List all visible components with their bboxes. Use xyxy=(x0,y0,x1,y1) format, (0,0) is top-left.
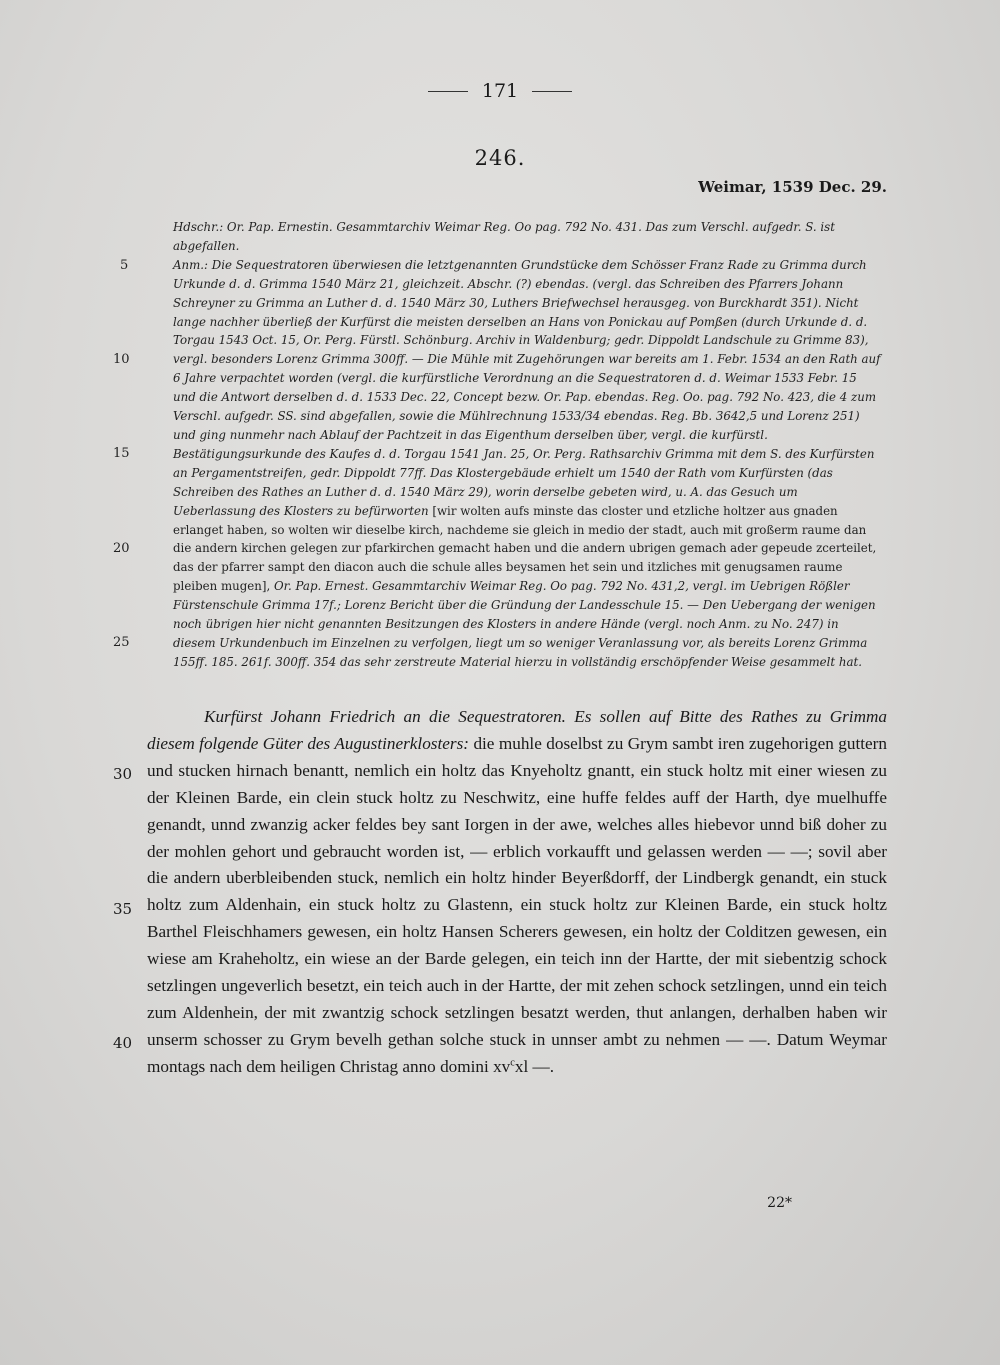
document-body: die muhle doselbst zu Grym sambt iren zugehorigen guttern und stucken hirnach benantt, nemlich ein holtz das Knyeholtz gnantt, ein stuck holtz mit einer wiesen zu der Kleinen Barde, ein clein stuck holtz zu Neschwitz, eine huffe feldes auff der Harth, dye muelhuffe genandt, unnd zwanzig acker feldes bey sant Iorgen in der awe, welches alles hiebevor unnd biß doher zu der mohlen gehort und gebraucht worden ist, — erblich vorkaufft und gelassen werden — —; sovil aber die andern uberbleibenden stuck, nemlich ein holtz hinder Beyerßdorff, der Lindbergk genandt, ein stuck holtz zum Aldenhain, ein stuck holtz zu Glastenn, ein stuck holtz zur Kleinen Barde, ein stuck holtz Barthel Fleischhamers gewesen, ein holtz Hansen Scherers gewesen, ein holtz der Colditzen gewesen, ein wiese am Kraheholtz, ein wiese an der Barde gelegen, ein teich inn der Hartte, der mit siebentzig schock setzlingen ungeverlich besetzt, ein teich auch in der Hartte, der mit zehen schock setzlingen, unnd ein teich zum Aldenhein, der mit zwantzig schock setzlingen besatzt werden, thut anlangen, derhalben haben wir unserm schosser zu Grym bevelh gethan solche stuck in unnser ambt zu nehmen — —. Datum Weymar montags nach dem heiligen Christag anno domini xyxy=(147,733,887,1076)
date-c: c xyxy=(510,1057,515,1069)
regest-intro: Kurfürst Johann Friedrich an die Sequestratoren. Es sollen auf Bitte des Rathes zu Grimma diesem folgende Güter des Augustinerklosters: xyxy=(147,707,887,753)
note-line-number: 20 xyxy=(113,541,130,556)
main-line-number: 40 xyxy=(113,1034,133,1052)
annotation-part-1: Anm.: Die Sequestratoren überwiesen die letztgenannten Grundstücke dem Schösser Franz Rade zu Grimma durch Urkunde d. d. Grimma 1540 März 21, gleichzeit. Abschr. (?) ebendas. (vergl. das Schreiben des Pfarrers Johann Schreyner zu Grimma an Luther d. d. 1540 März 30, Luthers Briefwechsel herausgeg. von Burckhardt 351). Nicht lange nachher überließ der Kurfürst die meisten derselben an Hans von Ponickau auf Pomßen (durch Urkunde d. d. Torgau 1543 Oct. 15, Or. Perg. Fürstl. Schönburg. Archiv in Waldenburg; gedr. Dippoldt Landschule zu Grimme 83), vergl. besonders Lorenz Grimma 300ff. — Die Mühle mit Zugehörungen war bereits am 1. Febr. 1534 an den Rath auf 6 Jahre verpachtet worden (vergl. die kurfürstliche Verordnung an die Sequestratoren d. d. Weimar 1533 Febr. 15 und die Antwort derselben d. d. 1533 Dec. 22, Concept bezw. Or. Pap. ebendas. Reg. Oo. pag. 792 No. 423, die 4 zum Verschl. aufgedr. SS. sind abgefallen, sowie die Mühlrechnung 1533/34 ebendas. Reg. Bb. 3642,5 und Lorenz 251) und ging nunmehr nach Ablauf der Pachtzeit in das Eigenthum derselben über, vergl. die kurfürstl. Bestätigungsurkunde des Kaufes d. d. Torgau 1541 Jan. 25, Or. Perg. Rathsarchiv Grimma mit dem S. des Kurfürsten an Pergamentstreifen, gedr. Dippoldt 77ff. Das Klostergebäude erhielt um 1540 der Rath vom Kurfürsten (das Schreiben des Rathes an Luther d. d. 1540 März 29), worin derselbe gebeten wird, u. A. das Gesuch um Ueberlassung des Klosters zu befürworten xyxy=(173,257,881,518)
annotation-quote: [wir wolten aufs minste das closter und etzliche holtzer aus gnaden erlanget haben, so wolten wir dieselbe kirch, nachdeme sie gleich in medio der stadt, auch mit großerm raume dan die andern kirchen gelegen zur pfarkirchen gemacht haben und die andern ubrigen gemach ader gepeude zcerteilet, das der pfarrer sampt den diacon auch die schule alles beysamen het sein und itzliches mit genugsamen raume pleiben mugen], xyxy=(173,503,877,594)
note-line-number: 5 xyxy=(120,258,129,273)
note-line-number: 25 xyxy=(113,635,130,650)
main-paragraph xyxy=(147,704,887,1081)
date-xv: xv xyxy=(493,1056,511,1076)
date-end: —. xyxy=(528,1056,554,1076)
place-date: Weimar, 1539 Dec. 29. xyxy=(698,178,887,196)
main-line-number: 35 xyxy=(113,900,133,918)
document-number: 246. xyxy=(474,146,526,170)
annotation-note xyxy=(173,256,883,672)
note-line-number: 10 xyxy=(113,352,130,367)
main-line-number: 30 xyxy=(113,765,133,783)
note-line-number: 15 xyxy=(113,446,130,461)
signature-mark: 22* xyxy=(767,1195,792,1211)
header-rule-right xyxy=(532,91,572,92)
page-header xyxy=(0,76,1000,106)
page-number: 171 xyxy=(481,80,519,102)
manuscript-note: Hdschr.: Or. Pap. Ernestin. Gesammtarchiv Weimar Reg. Oo pag. 792 No. 431. Das zum Verschl. aufgedr. S. ist abgefallen. xyxy=(173,220,835,253)
header-rule-left xyxy=(428,91,468,92)
notes-section xyxy=(173,218,883,672)
main-text xyxy=(147,704,887,1081)
date-xl: xl xyxy=(514,1056,529,1076)
annotation-part-2: Or. Pap. Ernest. Gesammtarchiv Weimar Reg. Oo pag. 792 No. 431,2, vergl. im Uebrigen Rößler Fürstenschule Grimma 17f.; Lorenz Bericht über die Gründung der Landesschule 15. — Den Uebergang der wenigen noch übrigen hier nicht genannten Besitzungen des Klosters in andere Hände (vergl. noch Anm. zu No. 247) in diesem Urkundenbuch im Einzelnen zu verfolgen, liegt um so weniger Veranlassung vor, als bereits Lorenz Grimma 155ff. 185. 261f. 300ff. 354 das sehr zerstreute Material hierzu in vollständig erschöpfender Weise gesammelt hat. xyxy=(173,579,876,669)
